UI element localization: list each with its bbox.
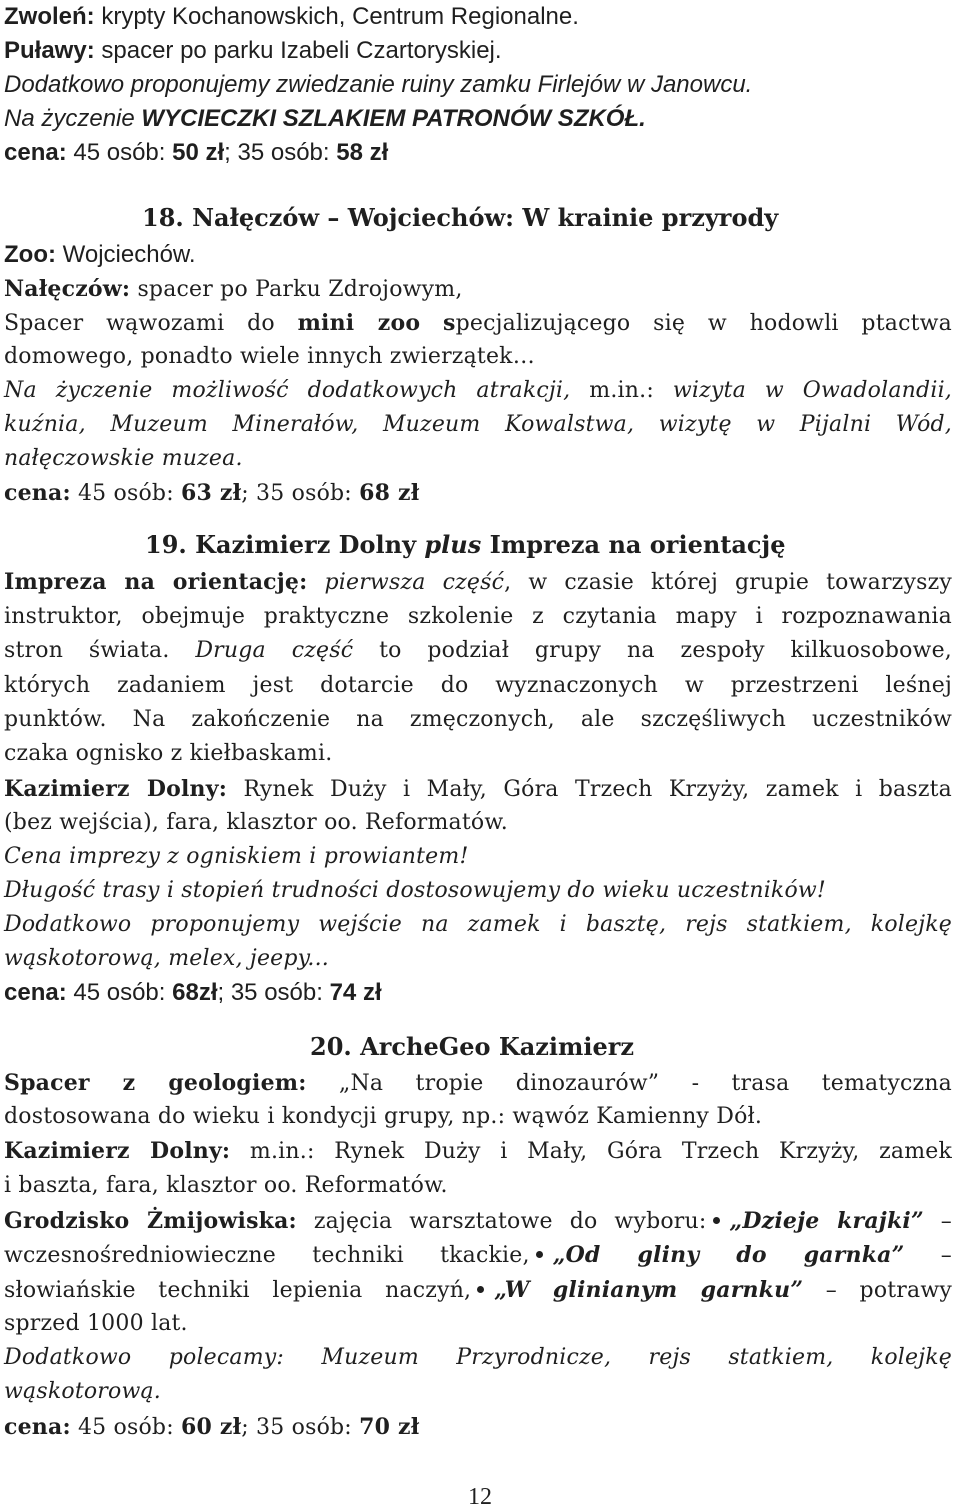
text: pecjalizującego się w hodowli ptactwa (455, 311, 952, 336)
s19-line-1 (4, 565, 952, 600)
text: 45 osób: (66, 139, 173, 166)
page-number: 12 (468, 1484, 492, 1510)
s19-line-2: instruktor, obejmuje praktyczne szkolenie z czytania mapy i rozpoznawania (4, 604, 952, 629)
label-spacer: Spacer z geologiem: (4, 1070, 307, 1096)
text: 45 osób: (70, 481, 182, 506)
s19-price (4, 976, 382, 1010)
text: Na życzenie (4, 105, 142, 132)
s18-line-muzea (4, 442, 243, 476)
workshop-name: „Od gliny do garnka” (552, 1242, 905, 1268)
s19-line-12 (4, 942, 329, 976)
text: Dodatkowo proponujemy zwiedzanie ruiny zamku Firlejów w Janowcu. (4, 71, 753, 98)
text: „Na tropie dinozaurów” - trasa tematyczna (306, 1071, 953, 1096)
s20-line-9 (4, 1341, 952, 1375)
text: 19. Kazimierz Dolny (145, 530, 425, 559)
s18-line-spacer (4, 306, 952, 341)
text: Długość trasy i stopień trudności dostosowujemy do wieku uczestników! (4, 878, 826, 903)
s20-line-4: i baszta, fara, klasztor oo. Reformatów. (4, 1173, 448, 1198)
text: ; 35 osób: (241, 481, 360, 506)
text: kuźnia, Muzeum Minerałów, Muzeum Kowalstwa, wizytę w Pijalni Wód, (4, 412, 952, 437)
s18-line-zoo (4, 238, 196, 272)
text: – potrawy (803, 1278, 953, 1303)
text: m.in.: Rynek Duży i Mały, Góra Trzech Krzyży, zamek (230, 1139, 953, 1164)
label-kazimierz: Kazimierz Dolny: (4, 1138, 231, 1164)
label-zoo: Zoo: (4, 241, 56, 268)
s18-line-kuznia (4, 408, 952, 442)
s17-line-request (4, 102, 646, 136)
text: Na życzenie możliwość dodatkowych atrakcji, (4, 378, 590, 403)
price-value: 68 zł (359, 480, 420, 506)
text: ; 35 osób: (217, 979, 330, 1006)
text: spacer po parku Izabeli Czartoryskiej. (94, 37, 502, 64)
text: nałęczowskie muzea. (4, 446, 243, 471)
s19-line-10 (4, 874, 826, 908)
price-value: 68zł (172, 979, 218, 1006)
bullet-icon (477, 1286, 484, 1293)
price-label: cena: (4, 979, 67, 1006)
label-kazimierz: Kazimierz Dolny: (4, 776, 228, 802)
text: ; 35 osób: (224, 139, 337, 166)
section-18-title: 18. Nałęczów – Wojciechów: W krainie przyrody (142, 203, 779, 232)
s18-price (4, 476, 419, 511)
s17-line-zwolen (4, 0, 579, 34)
text: – (923, 1209, 952, 1234)
label-pulawy: Puławy: (4, 37, 95, 64)
s20-line-8: sprzed 1000 lat. (4, 1311, 188, 1336)
label-grodzisko: Grodzisko Żmijowiska: (4, 1208, 297, 1234)
s20-price (4, 1410, 419, 1445)
text: plus (424, 530, 482, 559)
text: Rynek Duży i Mały, Góra Trzech Krzyży, zamek i baszta (227, 777, 952, 802)
workshop-name: „W glinianym garnku” (494, 1277, 804, 1303)
price-value: 63 zł (181, 480, 242, 506)
price-value: 74 zł (329, 979, 382, 1006)
text: krypty Kochanowskich, Centrum Regionalne. (94, 3, 579, 30)
text: wąskotorową. (4, 1379, 162, 1404)
price-value: 58 zł (336, 139, 389, 166)
s17-line-extra (4, 68, 752, 102)
text: Wojciechów. (55, 241, 196, 268)
price-value: 50 zł (172, 139, 225, 166)
s17-price (4, 136, 388, 170)
text: 45 osób: (70, 1415, 182, 1440)
s19-line-5: punktów. Na zakończenie na zmęczonych, ale szczęśliwych uczestników (4, 707, 952, 732)
price-label: cena: (4, 1414, 71, 1440)
text-bold: mini zoo (297, 310, 421, 336)
section-20-title: 20. ArcheGeo Kazimierz (310, 1032, 635, 1061)
s19-line-9 (4, 840, 469, 874)
text: spacer po Parku Zdrojowym, (130, 277, 463, 302)
s19-line-11 (4, 908, 952, 942)
text: Impreza na orientację (481, 530, 786, 559)
text: Druga część (195, 638, 354, 663)
text-bold: s (442, 310, 456, 336)
text: , w czasie której grupie towarzyszy (504, 570, 953, 595)
s20-line-7 (4, 1273, 952, 1308)
text: 45 osób: (66, 979, 173, 1006)
text-bold: WYCIECZKI SZLAKIEM PATRONÓW SZKÓŁ. (141, 105, 646, 132)
text: – (904, 1243, 952, 1268)
s20-line-3 (4, 1134, 952, 1169)
text: Spacer wąwozami do (4, 311, 298, 336)
price-label: cena: (4, 480, 71, 506)
price-value: 60 zł (181, 1414, 242, 1440)
s20-line-2: dostosowana do wieku i kondycji grupy, np.: wąwóz Kamienny Dół. (4, 1104, 763, 1129)
price-label: cena: (4, 139, 67, 166)
text: stron świata. (4, 638, 196, 663)
text (420, 311, 443, 336)
s19-line-3 (4, 634, 952, 668)
s20-line-1 (4, 1066, 952, 1101)
s20-line-5 (4, 1204, 952, 1239)
bullet-icon (713, 1217, 720, 1224)
text: Cena imprezy z ogniskiem i prowiantem! (4, 844, 469, 869)
text: wczesnośredniowieczne techniki tkackie, (4, 1243, 530, 1268)
section-19-title (145, 530, 786, 559)
s19-line-7 (4, 772, 952, 807)
label-zwolen: Zwoleń: (4, 3, 95, 30)
s18-line-domowego: domowego, ponadto wiele innych zwierzątek… (4, 344, 535, 369)
price-value: 70 zł (359, 1414, 420, 1440)
s19-line-8: (bez wejścia), fara, klasztor oo. Reformatów. (4, 810, 508, 835)
text: wizyta w Owadolandii, (653, 378, 952, 403)
text: to podział grupy na zespoły kilkuosobowe, (353, 638, 952, 663)
s17-line-pulawy (4, 34, 502, 68)
s18-line-extra (4, 374, 952, 408)
bullet-icon (536, 1251, 543, 1258)
text: pierwsza część (307, 570, 505, 595)
text: zajęcia warsztatowe do wyboru: (296, 1209, 707, 1234)
label-naleczow: Nałęczów: (4, 276, 131, 302)
text: ; 35 osób: (241, 1415, 360, 1440)
text: Dodatkowo polecamy: Muzeum Przyrodnicze, rejs statkiem, kolejkę (4, 1345, 952, 1370)
label-impreza: Impreza na orientację: (4, 569, 308, 595)
text: słowiańskie techniki lepienia naczyń, (4, 1278, 472, 1303)
text: Dodatkowo proponujemy wejście na zamek i basztę, rejs statkiem, kolejkę (4, 912, 952, 937)
s20-line-10 (4, 1375, 161, 1409)
s18-line-naleczow (4, 272, 463, 307)
text: m.in.: (589, 378, 654, 403)
s19-line-4: których zadaniem jest dotarcie do wyznaczonych w przestrzeni leśnej (4, 673, 952, 698)
workshop-name: „Dzieje krajki” (729, 1208, 924, 1234)
s19-line-6: czaka ognisko z kiełbaskami. (4, 741, 333, 766)
text: wąskotorową, melex, jeepy... (4, 946, 329, 971)
s20-line-6 (4, 1238, 952, 1273)
